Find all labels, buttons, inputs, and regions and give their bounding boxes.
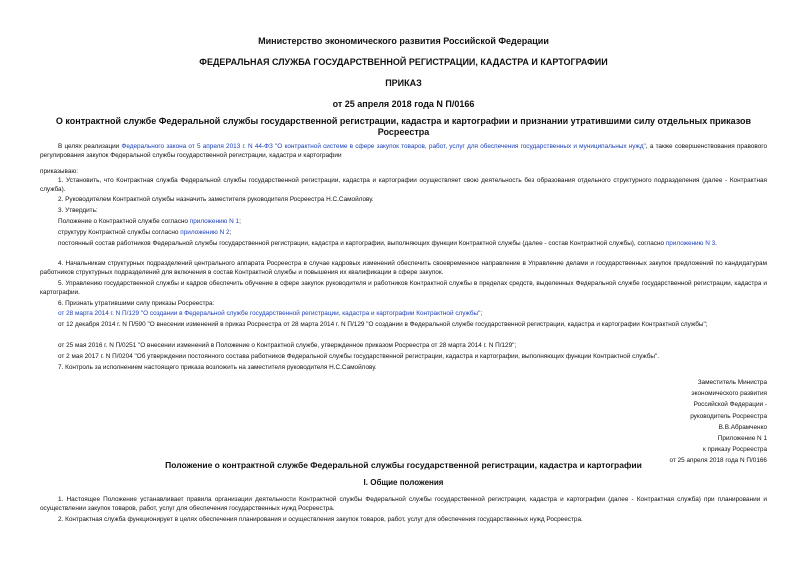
appendix-2-link[interactable]: приложению N 2 [180, 229, 230, 236]
appendix-paragraph-1: 1. Настоящее Положение устанавливает правила организации деятельности Контрактной службы Федеральной службы государственной регистрации, кадастра и картографии (далее - Контрактная служба) при планировании и осуществлении закупок товаров, работ, услуг для обеспечения государственных нужд Росреестра. [40, 496, 767, 512]
intro-paragraph [40, 143, 767, 160]
p3c-end: . [715, 240, 717, 247]
paragraph-1: 1. Установить, что Контрактная служба Федеральной службы государственной регистрации, кадастра и картографии осуществляет свою деятельность без образования отдельного структурного подразделения (далее - Контрактная служба). [40, 177, 767, 193]
paragraph-3a [58, 218, 241, 227]
p3a-end: ; [239, 218, 241, 225]
appendix-1-link[interactable]: приложению N 1 [189, 218, 240, 225]
p3a-text: Положение о Контрактной службе согласно [58, 218, 190, 225]
signature-line-4: руководитель Росреестра [690, 412, 767, 420]
appendix-paragraph-2: 2. Контрактная служба функционирует в целях обеспечения планирования и осуществления закупок товаров, работ, услуг для обеспечения государственных нужд Росреестра. [58, 516, 583, 523]
intro-text: В целях реализации [58, 143, 122, 150]
paragraph-7: 7. Контроль за исполнением настоящего приказа возложить на заместителя руководителя Н.С.Самойлову. [58, 364, 377, 371]
appendix-date: от 25 апреля 2018 года N П/0166 [669, 457, 767, 465]
ministry-name: Министерство экономического развития Российской Федерации [258, 36, 549, 46]
appendix-ref: к приказу Росреестра [702, 446, 767, 454]
signature-block [567, 377, 767, 467]
order-129-link[interactable]: от 28 марта 2014 г. N П/129 "О создании в Федеральной службе государственной регистрации, кадастра и картографии Контрактной службы" [58, 310, 481, 317]
appendix-title: Положение о контрактной службе Федеральной службы государственной регистрации, кадастра и картографии [165, 460, 642, 470]
section-heading: I. Общие положения [363, 478, 444, 487]
paragraph-6a [58, 310, 482, 319]
paragraph-6b: от 12 декабря 2014 г. N П/590 "О внесении изменений в приказ Росреестра от 28 марта 2014 г. N П/129 "О создании в Федеральной службе государственной регистрации, кадастра и картографии Контрактной службы"; [58, 321, 708, 328]
paragraph-3c [40, 240, 767, 249]
intro-text-end: , а также совершенствования правового регулирования закупок Федеральной службы государственной регистрации, кадастра и картографии [40, 143, 768, 159]
signature-line-1: Заместитель Министра [697, 379, 767, 386]
p3b-text: структуру Контрактной службы согласно [58, 229, 181, 236]
appendix-3-link[interactable]: приложению N 3 [665, 240, 716, 247]
paragraph-4: 4. Начальникам структурных подразделений центрального аппарата Росреестра в случае кадровых изменений обеспечить своевременное направление в Управление делами и государственных закупок предложений по кандидатурам работников структурных подразделений для включения в состав Контрактной службы и повышения их квалификации в сфере закупок. [40, 260, 767, 276]
signature-line-3: Российской Федерации - [693, 401, 767, 409]
document-title: О контрактной службе Федеральной службы государственной регистрации, кадастра и картографии и признании утратившими силу отдельных приказов Росреестра [55, 116, 752, 137]
paragraph-5: 5. Управлению государственной службы и кадров обеспечить обучение в сфере закупок руководителя и работников Контрактной службы в пределах средств, выделенных Федеральной службе государственной регистрации, кадастра и картографии. [40, 280, 767, 296]
p3b-end: ; [229, 229, 232, 236]
paragraph-6d: от 2 мая 2017 г. N П/0204 "Об утверждении постоянного состава работников Федеральной службы государственной регистрации, кадастра и картографии, выполняющих функции Контрактной службы". [58, 353, 660, 360]
signature-line-2: экономического развития [691, 390, 767, 398]
p6a-end: ; [480, 310, 483, 317]
appendix-label: Приложение N 1 [717, 435, 767, 443]
document-date: от 25 апреля 2018 года N П/0166 [332, 99, 475, 109]
paragraph-3b [58, 229, 231, 238]
order-word: приказываю: [40, 168, 78, 175]
paragraph-3: 3. Утвердить: [58, 207, 98, 214]
p3c-text: постоянный состав работников Федеральной службы государственной регистрации, кадастра и картографии, выполняющих функции Контрактной службы (далее - состав Контрактной службы), согласно [58, 240, 666, 247]
paragraph-6: 6. Признать утратившими силу приказы Росреестра: [58, 300, 215, 307]
paragraph-2: 2. Руководителем Контрактной службы назначить заместителя руководителя Росреестра Н.С.Самойлову. [58, 196, 374, 203]
document-type: ПРИКАЗ [385, 78, 422, 88]
federal-law-link[interactable]: Федерального закона от 5 апреля 2013 г. N 44-ФЗ "О контрактной системе в сфере закупок товаров, работ, услуг для обеспечения государственных и муниципальных нужд" [121, 143, 646, 150]
paragraph-6c: от 25 мая 2016 г. N П/0251 "О внесении изменений в Положение о Контрактной службе, утвержденное приказом Росреестра от 28 марта 2014 г. N П/129"; [58, 342, 517, 349]
signature-name: В.В.Абрамченко [718, 423, 767, 431]
service-name: ФЕДЕРАЛЬНАЯ СЛУЖБА ГОСУДАРСТВЕННОЙ РЕГИСТРАЦИИ, КАДАСТРА И КАРТОГРАФИИ [199, 57, 608, 67]
